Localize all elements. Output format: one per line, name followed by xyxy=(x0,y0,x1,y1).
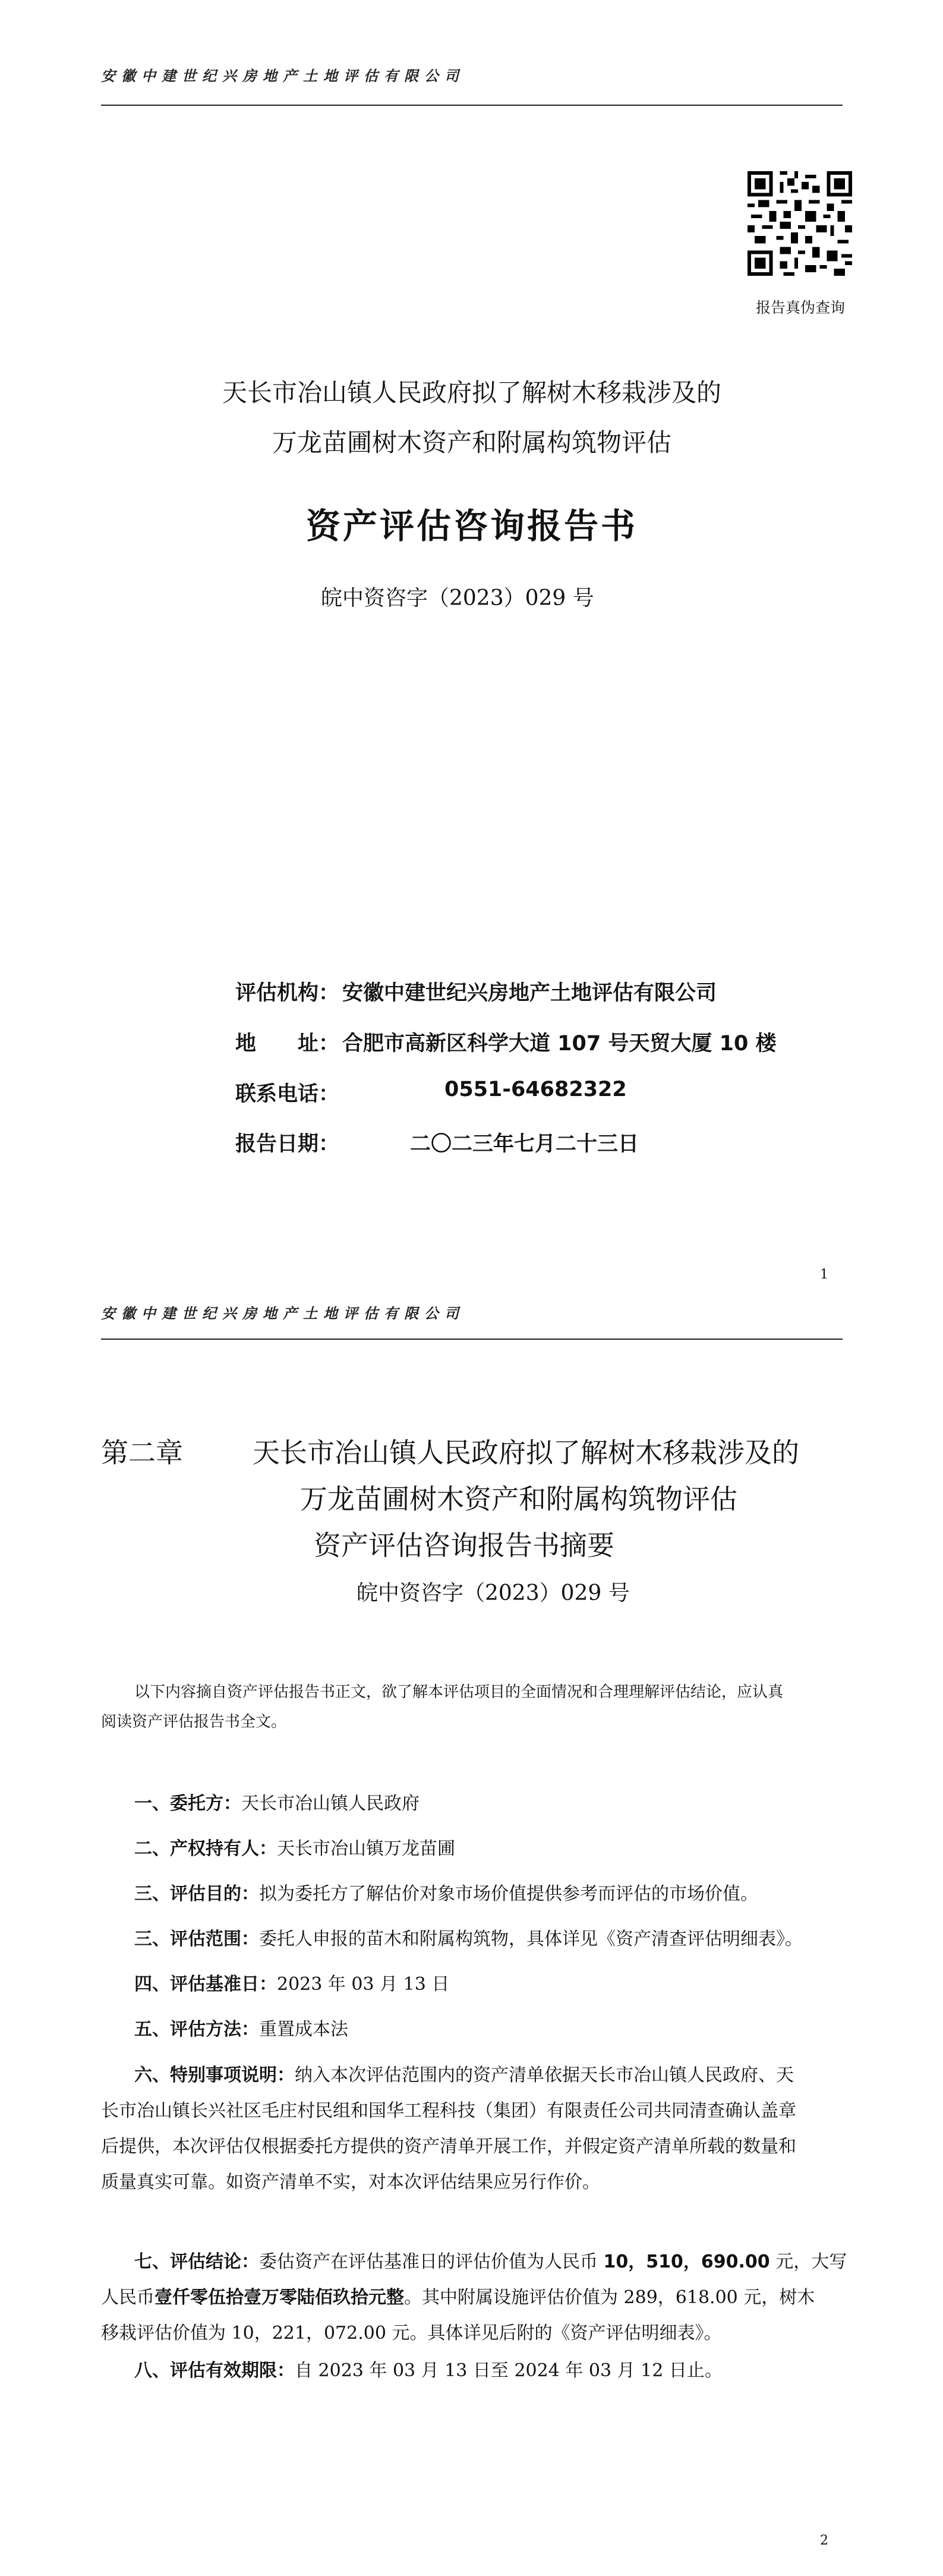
cover-doc-number: 皖中资咨字（2023）029 号 xyxy=(321,586,594,610)
page-header-company: 安徽中建世纪兴房地产土地评估有限公司 xyxy=(101,68,465,84)
cover-org-row xyxy=(235,977,717,1006)
summary-title-line2: 万龙苗圃树木资产和附属构筑物评估 xyxy=(300,1483,737,1515)
intro-line2: 阅读资产评估报告书全文。 xyxy=(101,1713,287,1731)
cover-title-line1: 天长市冶山镇人民政府拟了解树木移栽涉及的 xyxy=(222,378,721,407)
item-method: 五、评估方法：重置成本法 xyxy=(134,2019,348,2040)
date-value: 二〇二三年七月二十三日 xyxy=(410,1132,639,1156)
phone-value: 0551-64682322 xyxy=(444,1078,627,1101)
summary-title-line3: 资产评估咨询报告书摘要 xyxy=(314,1529,614,1561)
conclusion-amount: 10，510，690.00 xyxy=(603,2251,770,2272)
special-notes: 六、特别事项说明：纳入本次评估范围内的资产清单依据天长市冶山镇人民政府、天 长市冶山镇长兴社区毛庄村民组和国华工程科技（集团）有限责任公司共同清查确认盖章 后提供，本次评估仅根据委托方提供的资产清单开展工作，并假定资产清单所载的数量和 质量真实可靠。如资产清单不实，对本次评估结果应另行作价。 xyxy=(101,2065,796,2193)
item-purpose: 三、评估目的：拟为委托方了解估价对象市场价值提供参考而评估的市场价值。 xyxy=(134,1884,758,1904)
conclusion-capital: 壹仟零伍拾壹万零陆佰玖拾元整 xyxy=(154,2287,404,2308)
org-value: 安徽中建世纪兴房地产土地评估有限公司 xyxy=(342,981,717,1005)
org-label: 评估机构： xyxy=(235,981,340,1005)
date-label: 报告日期： xyxy=(235,1132,340,1156)
page-header-company-2: 安徽中建世纪兴房地产土地评估有限公司 xyxy=(101,1305,465,1322)
page-number-1: 1 xyxy=(820,1267,828,1282)
summary-title-line1: 天长市冶山镇人民政府拟了解树木移栽涉及的 xyxy=(253,1437,799,1469)
header-rule xyxy=(101,105,843,106)
conclusion: 七、评估结论：委估资产在评估基准日的评估价值为人民币 10，510，690.00 元，大写 人民币壹仟零伍拾壹万零陆佰玖拾元整。其中附属设施评估价值为 289，618.00 元，树木 移栽评估价值为 10，221，072.00 元。具体详见后附的《资产评估明细表》。 xyxy=(101,2251,847,2344)
summary-doc-number: 皖中资咨字（2023）029 号 xyxy=(357,1581,630,1605)
header-rule-2 xyxy=(101,1339,843,1340)
chapter-label: 第二章 xyxy=(101,1437,183,1469)
special-label: 六、特别事项说明： xyxy=(134,2065,295,2086)
item-owner: 二、产权持有人：天长市冶山镇万龙苗圃 xyxy=(134,1838,455,1859)
cover-main-title: 资产评估咨询报告书 xyxy=(305,506,638,546)
item-validity: 八、评估有效期限：自 2023 年 03 月 13 日至 2024 年 03 月 12 日止。 xyxy=(134,2360,723,2381)
item-base-date: 四、评估基准日：2023 年 03 月 13 日 xyxy=(134,1974,450,1995)
cover-address-row xyxy=(235,1027,777,1057)
item-client: 一、委托方：天长市冶山镇人民政府 xyxy=(134,1793,420,1814)
cover-title-line2: 万龙苗圃树木资产和附属构筑物评估 xyxy=(272,428,671,457)
item-scope: 三、评估范围：委托人申报的苗木和附属构筑物，具体详见《资产清查评估明细表》。 xyxy=(134,1929,803,1950)
page-number-2: 2 xyxy=(820,2533,828,2548)
qr-caption: 报告真伪查询 xyxy=(755,299,845,316)
cover-date-row xyxy=(235,1128,639,1157)
address-value: 合肥市高新区科学大道 107 号天贸大厦 10 楼 xyxy=(342,1032,777,1056)
conclusion-label: 七、评估结论： xyxy=(134,2251,259,2272)
phone-label: 联系电话： xyxy=(235,1082,340,1106)
cover-phone-row xyxy=(235,1078,627,1107)
summary-intro xyxy=(101,1677,843,1737)
address-label: 地 址： xyxy=(235,1032,340,1056)
intro-line1: 以下内容摘自资产评估报告书正文，欲了解本评估项目的全面情况和合理理解评估结论，应认真 xyxy=(134,1683,784,1701)
qr-code-icon[interactable] xyxy=(748,171,852,276)
